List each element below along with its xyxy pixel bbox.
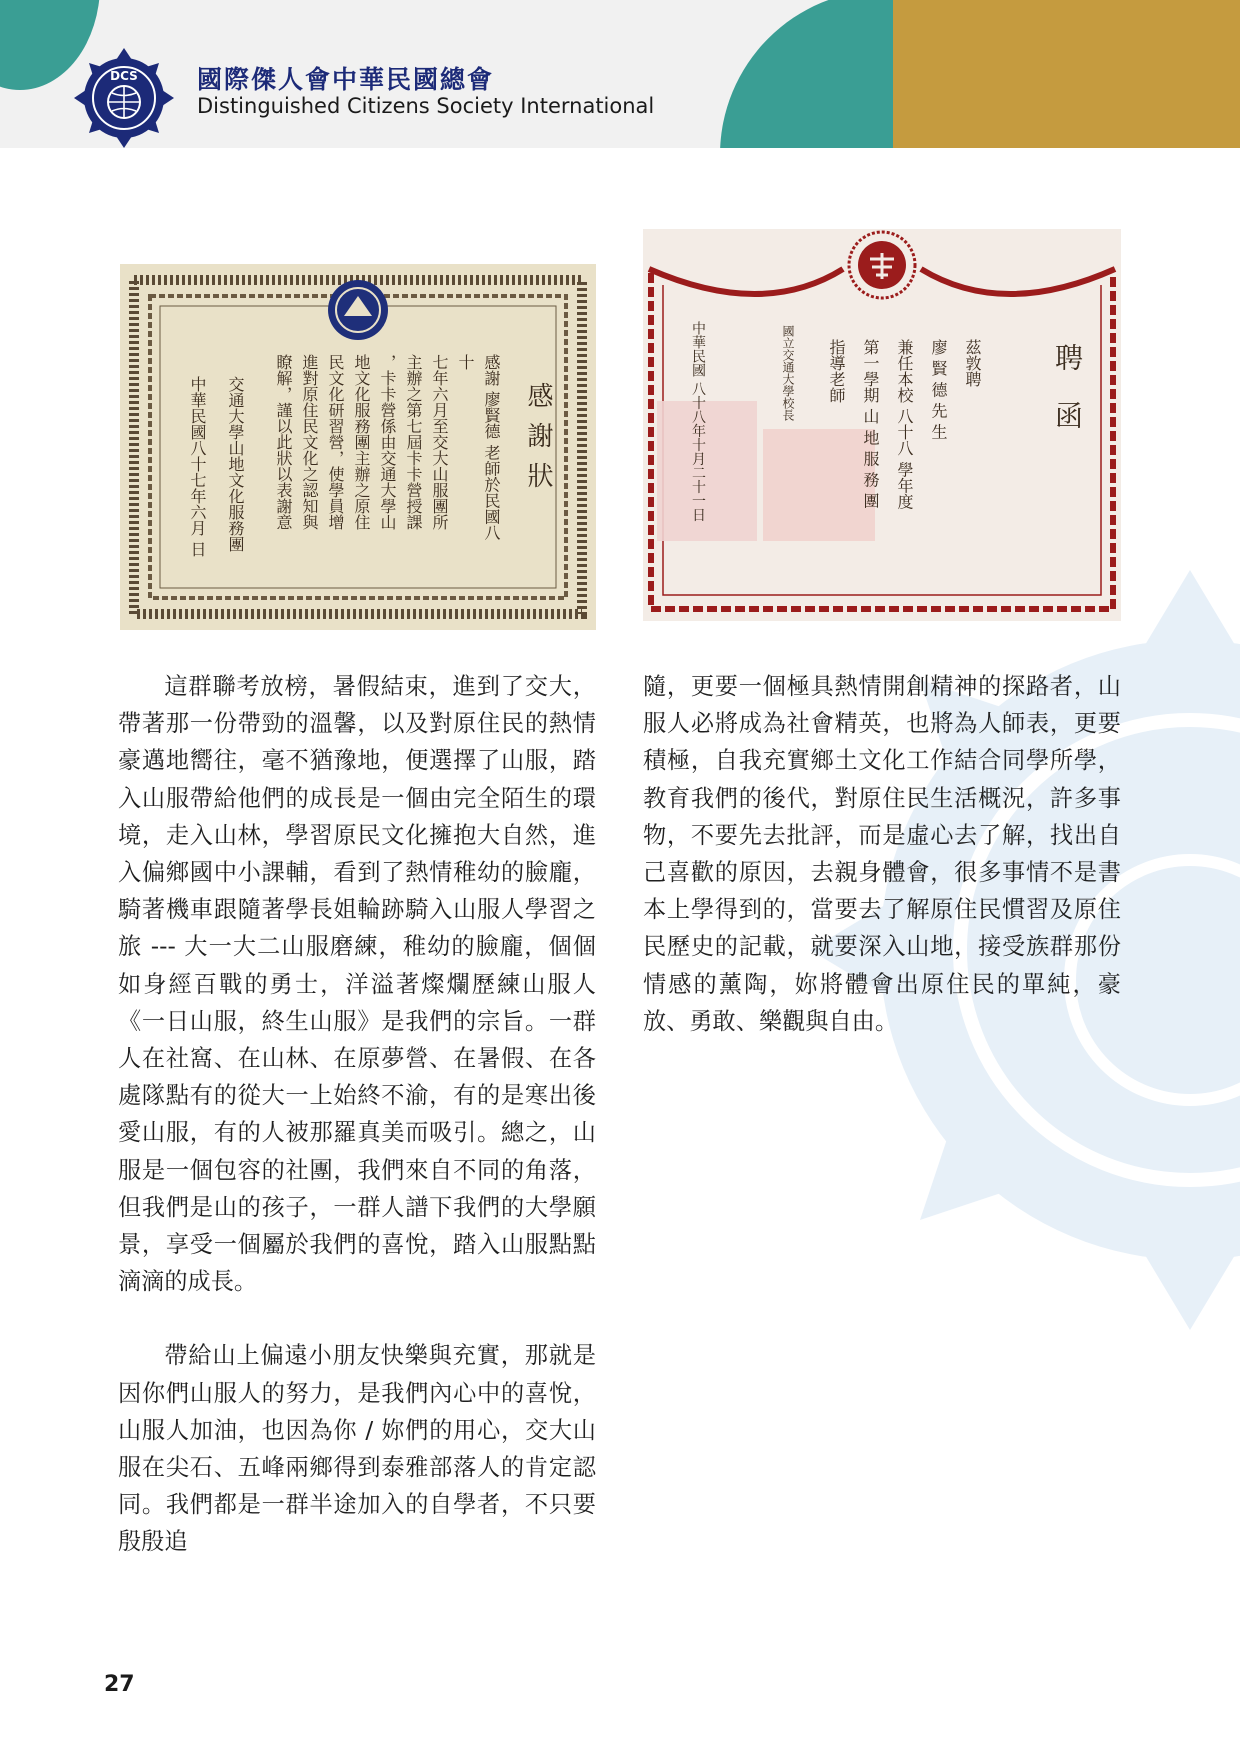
article-paragraph: 這群聯考放榜，暑假結束，進到了交大，帶著那一份帶勁的溫馨，以及對原住民的熱情豪邁地嚮往，毫不猶豫地，便選擇了山服，踏入山服帶給他們的成長是一個由完全陌生的環境，走入山林，學習原民文化擁抱大自然，進入偏鄉國中小課輔，看到了熱情稚幼的臉龐，騎著機車跟隨著學長姐輪跡騎入山服人學習之旅 --- 大一大二山服磨練，稚幼的臉龐，個個如身經百戰的勇士，洋溢著燦爛歷練山服人《一日山服，終生山服》是我們的宗旨。一群人在社窩、在山林、在原夢營、在暑假、在各處隊點有的從大一上始終不渝，有的是寒出後愛山服，有的人被那羅真美而吸引。總之，山服是一個包容的社團，我們來自不同的角落，但我們是山的孩子，一群人譜下我們的大學願景，享受一個屬於我們的喜悅，踏入山服點點滴滴的成長。 — [118, 673, 596, 1296]
certificate-signer: 交通大學山地文化服務團 — [226, 376, 245, 552]
certificate-of-appreciation-photo — [120, 264, 596, 630]
page-number: 27 — [104, 1672, 135, 1697]
article-column-right — [643, 668, 1121, 1040]
appointment-body: 茲敦聘 廖 賢 德 先 生 兼任本校 八十八 學年度 第一學期 山 地 服 務 團 指導老師 — [827, 339, 982, 510]
appointment-title: 聘函 — [1051, 343, 1084, 459]
certificate-title: 感謝狀 — [523, 382, 553, 502]
article-paragraph: 隨，更要一個極具熱情開創精神的探路者，山服人必將成為社會精英，也將為人師表，更要積極，自我充實鄉土文化工作結合同學所學，教育我們的後代，對原住民生活概況，許多事物，不要先去批評，而是虛心去了解，找出自己喜歡的原因，去親身體會，很多事情不是書本上學得到的，當要去了解原住民慣習及原住民歷史的記載，就要深入山地，接受族群那份情感的薰陶，妳將體會出原住民的單純，豪放、勇敢、樂觀與自由。 — [643, 673, 1121, 1035]
article-column-left — [118, 668, 596, 1561]
certificate-emblem-icon — [326, 278, 390, 342]
certificate-date: 中華民國八十七年六月 日 — [188, 376, 207, 558]
org-name-english: Distinguished Citizens Society International — [197, 94, 655, 118]
appointment-signer: 國立交通大學校長 — [781, 325, 795, 421]
org-name-chinese: 國際傑人會中華民國總會 — [197, 65, 495, 94]
appointment-date: 中華民國 八十八年十月二十一日 — [690, 321, 706, 522]
appointment-letter-photo — [643, 229, 1121, 621]
article-paragraph: 帶給山上偏遠小朋友快樂與充實，那就是因你們山服人的努力，是我們內心中的喜悅，山服人加油，也因為你 / 妳們的用心，交大山服在尖石、五峰兩鄉得到泰雅部落人的肯定認同。我們都是一群半途加入的自學者，不只要殷殷追 — [118, 1342, 596, 1556]
page-header — [0, 0, 1240, 148]
certificate-body: 感謝 廖賢德 老師於民國八十 七年六月至交大山服團所 主辦之第七屆卡卡營授課 ，卡卡營係由交通大學山 地文化服務團主辦之原住 民文化研習營，使學員增 進對原住民文化之認知與 瞭解，謹以此狀以表謝意 — [274, 354, 501, 541]
svg-text:DCS: DCS — [110, 69, 138, 83]
school-seal-icon — [846, 229, 918, 301]
dcs-logo-icon — [72, 46, 176, 148]
gold-block-decoration — [893, 0, 1240, 148]
